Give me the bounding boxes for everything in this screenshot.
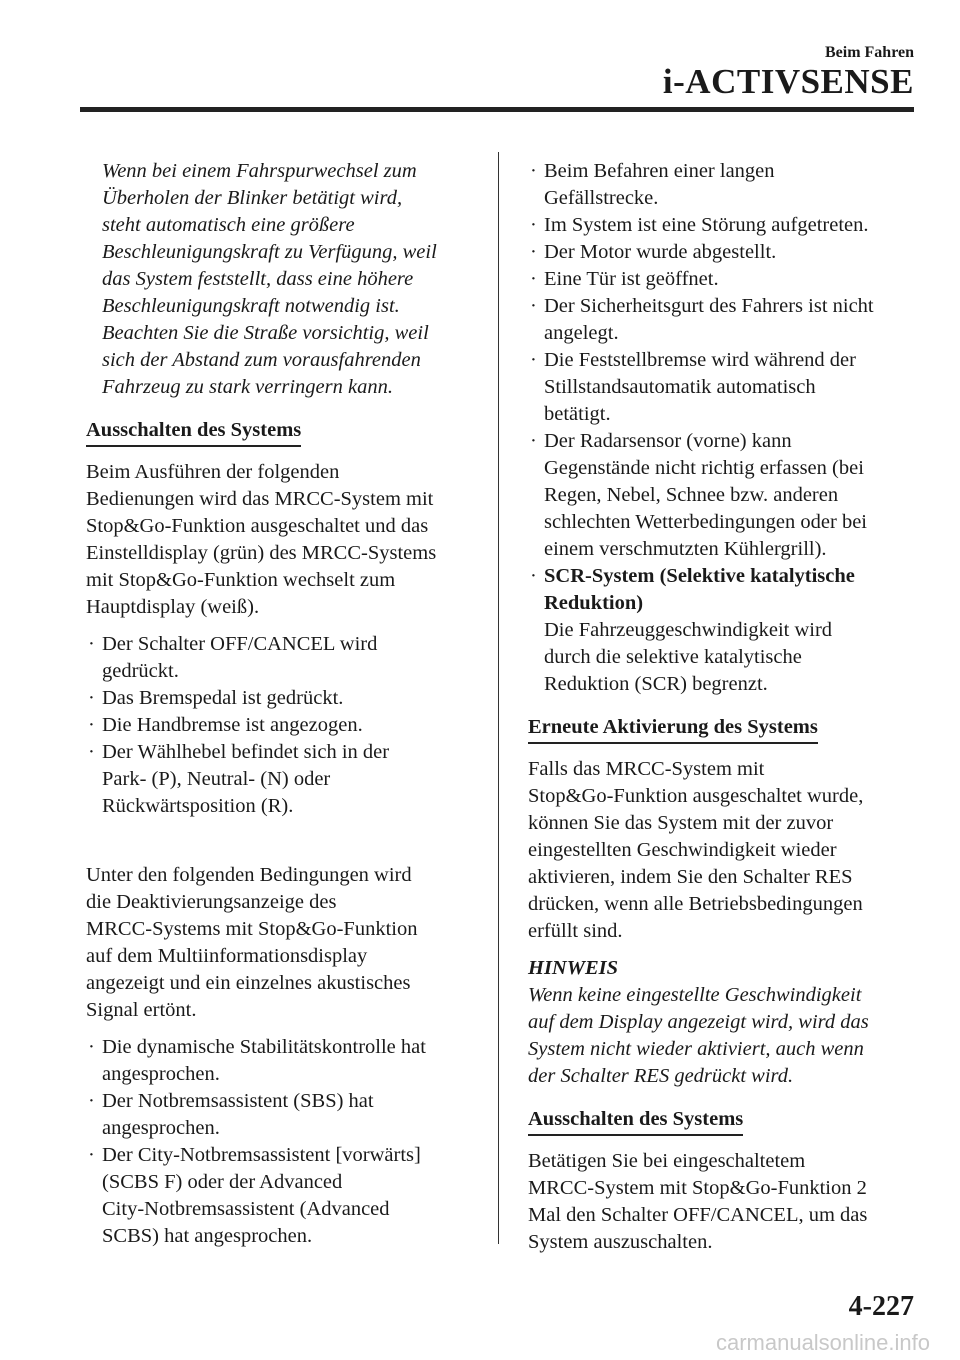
text-line: Die Fahrzeuggeschwindigkeit wird <box>544 619 833 641</box>
list-item-line: Das Bremspedal ist gedrückt. <box>102 687 344 709</box>
list-item-line: Eine Tür ist geöffnet. <box>544 268 719 290</box>
text-line: Beim Ausführen der folgenden <box>86 461 340 483</box>
text-line: der Schalter RES gedrückt wird. <box>528 1065 794 1087</box>
list-item-line: Der Notbremsassistent (SBS) hat <box>102 1090 374 1112</box>
bullet-icon: · <box>88 687 95 709</box>
list-item-line: Der Sicherheitsgurt des Fahrers ist nicht <box>544 295 874 317</box>
list-item-line: einem verschmutzten Kühlergrill). <box>544 538 827 560</box>
text-line: Falls das MRCC-System mit <box>528 758 765 780</box>
text-line: Reduktion (SCR) begrenzt. <box>544 673 768 695</box>
text-line: Einstelldisplay (grün) des MRCC-Systems <box>86 542 437 564</box>
list-item <box>86 1142 486 1250</box>
bullet-icon: · <box>530 214 537 236</box>
section-heading: Ausschalten des Systems <box>528 1106 743 1136</box>
text-line: Beschleunigungskraft notwendig ist. <box>102 295 400 317</box>
text-line: Wenn bei einem Fahrspurwechsel zum <box>102 160 417 182</box>
text-line: erfüllt sind. <box>528 920 623 942</box>
bullet-icon: · <box>88 633 95 655</box>
text-line: sich der Abstand zum vorausfahrenden <box>102 349 421 371</box>
text-line: drücken, wenn alle Betriebsbedingungen <box>528 893 863 915</box>
text-line: steht automatisch eine größere <box>102 214 355 236</box>
list-item <box>528 239 918 266</box>
list-item-line: (SCBS F) oder der Advanced <box>102 1171 343 1193</box>
header-title: i-ACTIVSENSE <box>662 62 914 101</box>
text-line: MRCC-Systems mit Stop&Go-Funktion <box>86 918 418 940</box>
bullet-icon: · <box>530 349 537 371</box>
bullet-list <box>86 631 486 820</box>
paragraph <box>86 459 486 621</box>
list-item-line: Im System ist eine Störung aufgetreten. <box>544 214 869 236</box>
left-column <box>86 158 486 1250</box>
list-item <box>528 347 918 428</box>
list-item-line: gedrückt. <box>102 660 179 682</box>
text-line: Beachten Sie die Straße vorsichtig, weil <box>102 322 429 344</box>
text-line: Signal ertönt. <box>86 999 197 1021</box>
list-item <box>528 212 918 239</box>
text-line: Wenn keine eingestellte Geschwindigkeit <box>528 984 862 1006</box>
text-line: das System feststellt, dass eine höhere <box>102 268 414 290</box>
list-item-line: City-Notbremsassistent (Advanced <box>102 1198 390 1220</box>
bullet-list <box>86 1034 486 1250</box>
list-item-line: Gegenstände nicht richtig erfassen (bei <box>544 457 864 479</box>
list-item-line: Rückwärtsposition (R). <box>102 795 294 817</box>
list-item-line: schlechten Wetterbedingungen oder bei <box>544 511 868 533</box>
list-item <box>528 293 918 347</box>
section-heading: Ausschalten des Systems <box>86 417 301 447</box>
list-item <box>86 631 486 685</box>
text-line: Stop&Go-Funktion ausgeschaltet und das <box>86 515 429 537</box>
text-line: Fahrzeug zu stark verringern kann. <box>102 376 393 398</box>
text-line: Überholen der Blinker betätigt wird, <box>102 187 403 209</box>
text-line: Mal den Schalter OFF/CANCEL, um das <box>528 1204 868 1226</box>
text-line: Betätigen Sie bei eingeschaltetem <box>528 1150 806 1172</box>
list-item-line: SCBS) hat angesprochen. <box>102 1225 313 1247</box>
bullet-icon: · <box>530 565 537 587</box>
list-item <box>528 266 918 293</box>
list-item <box>86 1088 486 1142</box>
paragraph <box>528 1148 918 1256</box>
section-heading: Erneute Aktivierung des Systems <box>528 714 818 744</box>
list-item-line: Der Wählhebel befindet sich in der <box>102 741 390 763</box>
text-line: Hauptdisplay (weiß). <box>86 596 260 618</box>
page-number: 4-227 <box>848 1291 914 1322</box>
bullet-icon: · <box>88 1036 95 1058</box>
text-line: System auszuschalten. <box>528 1231 713 1253</box>
text-line: MRCC-System mit Stop&Go-Funktion 2 <box>528 1177 867 1199</box>
bullet-list <box>528 158 918 563</box>
list-item-line: betätigt. <box>544 403 611 425</box>
bullet-icon: · <box>530 295 537 317</box>
list-item-line: Die dynamische Stabilitätskontrolle hat <box>102 1036 426 1058</box>
text-line: können Sie das System mit der zuvor <box>528 812 834 834</box>
list-item <box>86 712 486 739</box>
list-item-line: Der City-Notbremsassistent [vorwärts] <box>102 1144 421 1166</box>
list-item-line: Die Feststellbremse wird während der <box>544 349 856 371</box>
bullet-icon: · <box>530 430 537 452</box>
list-item-line: Gefällstrecke. <box>544 187 659 209</box>
bullet-icon: · <box>530 160 537 182</box>
note-title: HINWEIS <box>528 957 619 979</box>
list-item-line: angelegt. <box>544 322 619 344</box>
bullet-list <box>528 563 918 698</box>
paragraph <box>528 756 918 945</box>
text-line: eingestellten Geschwindigkeit wieder <box>528 839 837 861</box>
list-item-line: Stillstandsautomatik automatisch <box>544 376 816 398</box>
paragraph <box>86 862 486 1024</box>
text-line: Beschleunigungskraft zu Verfügung, weil <box>102 241 437 263</box>
list-item-line: angesprochen. <box>102 1117 220 1139</box>
bullet-icon: · <box>88 714 95 736</box>
text-line: auf dem Display angezeigt wird, wird das <box>528 1011 869 1033</box>
text-line: aktivieren, indem Sie den Schalter RES <box>528 866 853 888</box>
note-text <box>528 982 918 1090</box>
text-line: angezeigt und ein einzelnes akustisches <box>86 972 411 994</box>
list-item-line: Die Handbremse ist angezogen. <box>102 714 363 736</box>
bullet-icon: · <box>530 241 537 263</box>
text-line: Stop&Go-Funktion ausgeschaltet wurde, <box>528 785 864 807</box>
bullet-icon: · <box>530 268 537 290</box>
list-item-line: angesprochen. <box>102 1063 220 1085</box>
list-item-line: Park- (P), Neutral- (N) oder <box>102 768 331 790</box>
text-line: mit Stop&Go-Funktion wechselt zum <box>86 569 396 591</box>
text-line: die Deaktivierungsanzeige des <box>86 891 337 913</box>
header-rule <box>80 107 914 112</box>
italic-note <box>86 158 486 401</box>
list-item-line: Der Motor wurde abgestellt. <box>544 241 777 263</box>
text-line: System nicht wieder aktiviert, auch wenn <box>528 1038 864 1060</box>
list-item <box>86 685 486 712</box>
list-item <box>528 158 918 212</box>
bullet-icon: · <box>88 1144 95 1166</box>
text-line: Bedienungen wird das MRCC-System mit <box>86 488 434 510</box>
watermark: carmanualsonline.info <box>715 1330 930 1355</box>
list-item <box>528 563 918 698</box>
text-line: SCR-System (Selektive katalytische <box>544 565 855 587</box>
list-item <box>528 428 918 563</box>
bullet-icon: · <box>88 741 95 763</box>
text-line: auf dem Multiinformationsdisplay <box>86 945 368 967</box>
bullet-icon: · <box>88 1090 95 1112</box>
list-item-line: Der Radarsensor (vorne) kann <box>544 430 792 452</box>
header-section: Beim Fahren <box>824 44 914 61</box>
text-line: Unter den folgenden Bedingungen wird <box>86 864 412 886</box>
column-divider <box>498 152 499 1244</box>
list-item <box>86 1034 486 1088</box>
list-item-line: Regen, Nebel, Schnee bzw. anderen <box>544 484 839 506</box>
list-item-line: Der Schalter OFF/CANCEL wird <box>102 633 378 655</box>
list-item-line: Beim Befahren einer langen <box>544 160 775 182</box>
list-item <box>86 739 486 820</box>
text-line: Reduktion) <box>544 592 644 614</box>
right-column <box>528 158 918 1266</box>
text-line: durch die selektive katalytische <box>544 646 802 668</box>
